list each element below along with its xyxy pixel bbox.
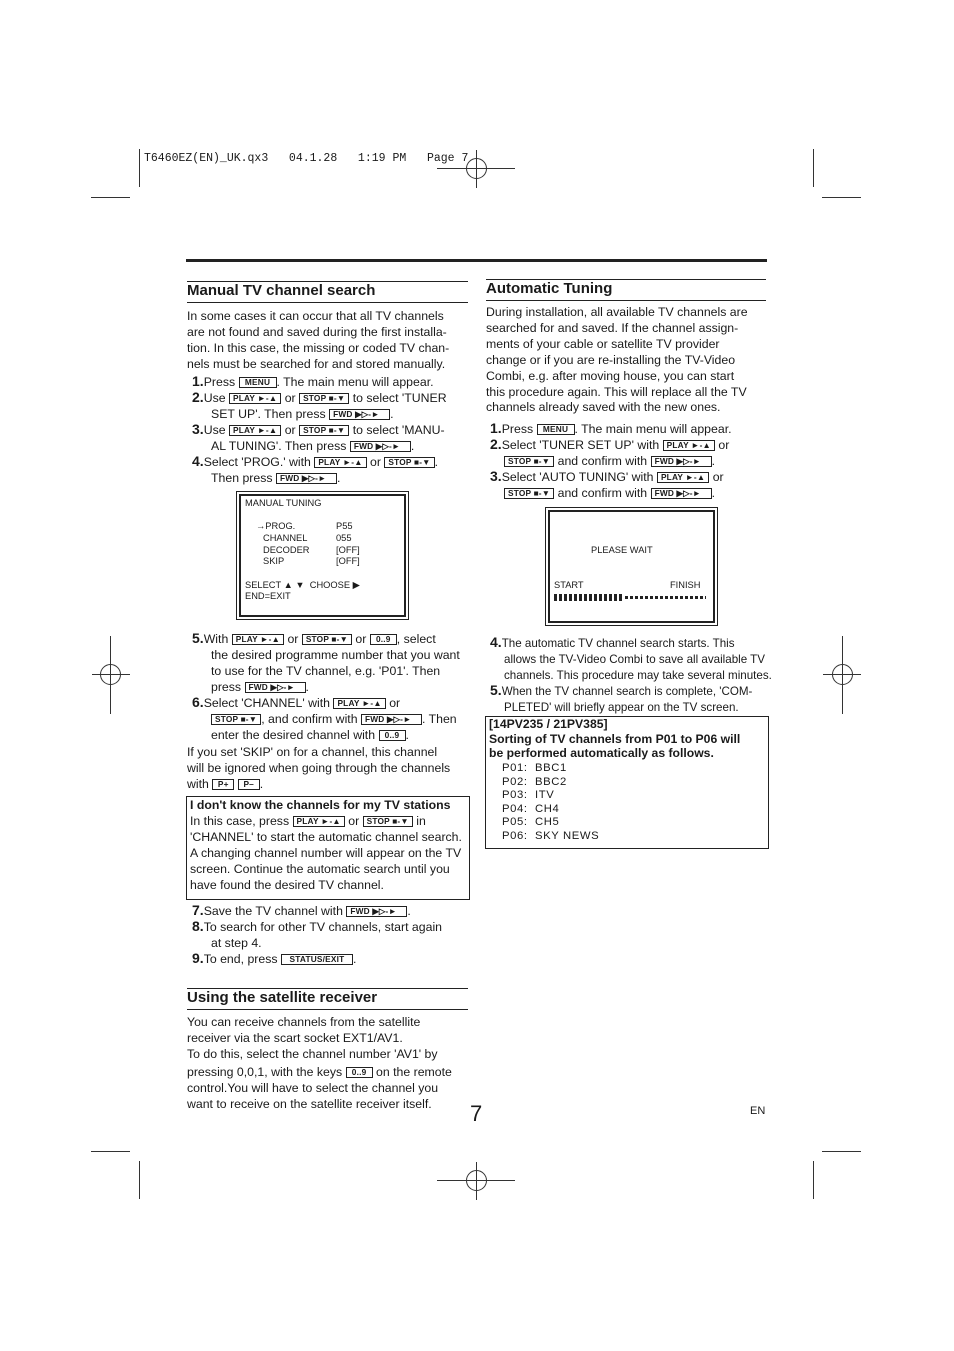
digits-key: 0..9	[379, 730, 406, 741]
step-9: 9.To end, press STATUS/EXIT .	[192, 950, 357, 966]
step-4: 4.Select 'PROG.' with PLAY ►-▲ or STOP ■-▼ . Then press FWD ▶▷-► .	[192, 453, 439, 485]
step-8: 8.To search for other TV channels, start again at step 4.	[192, 918, 443, 950]
crop-mark	[139, 149, 140, 187]
progress-remaining	[625, 596, 706, 599]
step-2: 2.Use PLAY ►-▲ or STOP ■-▼ to select 'TUNER SET UP'. Then press FWD ▶▷-► .	[192, 389, 447, 421]
fwd-key: FWD ▶▷-►	[346, 906, 407, 917]
p-minus-key: P–	[238, 779, 260, 790]
channel-row: P05: CH5	[502, 816, 560, 829]
menu-key: MENU	[537, 424, 575, 435]
screen-row-label: CHANNEL	[263, 533, 308, 543]
top-rule	[186, 259, 767, 262]
satellite-text: You can receive channels from the satellite receiver via the scart socket EXT1/AV1. To do this, select the channel number 'AV1' by pressing 0,0,1, with the keys 0..9 on the remote control.You will have to select the channel you want to receive on the satellite receiver itself.	[187, 1015, 452, 1111]
crop-mark	[813, 1161, 814, 1199]
page-number: 7	[470, 1101, 483, 1126]
fwd-key: FWD ▶▷-►	[276, 473, 337, 484]
models-box-content: [14PV235 / 21PV385] Sorting of TV channels from P01 to P06 will be performed automatically as follows.	[489, 717, 767, 761]
screen-row-label: →PROG.	[256, 521, 296, 531]
manual-intro: In some cases it can occur that all TV channels are not found and saved during the first installa- tion. In this case, the missing or coded TV chan- nels must be searched for and stored manually.	[187, 309, 450, 371]
screen-end-line: END=EXIT	[245, 591, 291, 601]
registration-circle	[832, 664, 853, 685]
screen-row-value: P55	[336, 521, 353, 531]
screen-title: MANUAL TUNING	[245, 498, 322, 508]
crop-mark	[91, 197, 130, 198]
screen-row-label: DECODER	[263, 545, 310, 555]
auto-step-5: 5.When the TV channel search is complete, 'COM- PLETED' will briefly appear on the TV screen.	[490, 682, 753, 714]
fwd-key: FWD ▶▷-►	[651, 456, 712, 467]
status-exit-key: STATUS/EXIT	[281, 954, 353, 965]
step-3: 3.Use PLAY ►-▲ or STOP ■-▼ to select 'MANU- AL TUNING'. Then press FWD ▶▷-► .	[192, 421, 445, 453]
step-7: 7.Save the TV channel with FWD ▶▷-► .	[192, 902, 411, 918]
section-title: Automatic Tuning	[486, 280, 613, 297]
fwd-key: FWD ▶▷-►	[361, 714, 422, 725]
fwd-key: FWD ▶▷-►	[350, 441, 411, 452]
section-title: Using the satellite receiver	[187, 989, 378, 1006]
auto-step-1: 1.Press MENU . The main menu will appear.	[490, 420, 732, 436]
stop-key: STOP ■-▼	[302, 634, 352, 645]
screen-row-value: [OFF]	[336, 556, 360, 566]
section-title: Manual TV channel search	[187, 282, 376, 299]
progress-bar	[554, 594, 706, 601]
screen-row-label: SKIP	[263, 556, 285, 566]
stop-key: STOP ■-▼	[211, 714, 261, 725]
stop-key: STOP ■-▼	[363, 816, 413, 827]
finish-label: FINISH	[670, 580, 701, 590]
step-1: 1.Press MENU . The main menu will appear.	[192, 373, 434, 389]
screen-row-value: 055	[336, 533, 352, 543]
play-key: PLAY ►-▲	[293, 816, 345, 827]
channel-list	[502, 762, 599, 844]
step-6: 6.Select 'CHANNEL' with PLAY ►-▲ or STOP ■-▼ , and confirm with FWD ▶▷-► . Then enter the desired channel with 0..9 .	[192, 694, 457, 742]
play-key: PLAY ►-▲	[229, 425, 281, 436]
digits-key: 0..9	[346, 1067, 373, 1078]
channel-row: P01: BBC1	[502, 762, 567, 774]
screen-select-line: SELECT ▲ ▼ CHOOSE ▶	[245, 580, 360, 590]
section-rule	[486, 300, 766, 301]
screen-row-value: [OFF]	[336, 545, 360, 555]
channel-row: P03: ITV	[502, 789, 555, 802]
models-header: [14PV235 / 21PV385]	[489, 717, 608, 731]
channel-row: P04: CH4	[502, 802, 560, 815]
please-wait-text: PLEASE WAIT	[591, 545, 653, 555]
auto-step-4: 4.The automatic TV channel search starts. This allows the TV-Video Combi to save all available TV channels. This procedure may take several minutes.	[490, 634, 772, 682]
auto-step-3: 3.Select 'AUTO TUNING' with PLAY ►-▲ or STOP ■-▼ and confirm with FWD ▶▷-► .	[490, 468, 724, 500]
play-key: PLAY ►-▲	[333, 698, 385, 709]
crop-mark	[822, 197, 861, 198]
digits-key: 0..9	[370, 634, 397, 645]
channel-row: P02: BBC2	[502, 775, 567, 788]
fwd-key: FWD ▶▷-►	[245, 682, 306, 693]
print-header: T6460EZ(EN)_UK.qx3 04.1.28 1:19 PM Page 7	[144, 152, 469, 165]
menu-key: MENU	[239, 377, 277, 388]
fwd-key: FWD ▶▷-►	[651, 488, 712, 499]
step-5: 5.With PLAY ►-▲ or STOP ■-▼ or 0..9 , select the desired programme number that you want to use for the TV channel, e.g. 'P01'. Then press FWD ▶▷-► .	[192, 630, 460, 694]
start-label: START	[554, 580, 584, 590]
play-key: PLAY ►-▲	[229, 393, 281, 404]
skip-note: If you set 'SKIP' on for a channel, this channel will be ignored when going through the channels with P+ P– .	[187, 745, 451, 791]
stop-key: STOP ■-▼	[299, 393, 349, 404]
crop-mark	[813, 149, 814, 187]
channel-row: P06: SKY NEWS	[502, 829, 600, 842]
play-key: PLAY ►-▲	[314, 457, 366, 468]
tip-title: I don't know the channels for my TV stations	[190, 798, 451, 812]
stop-key: STOP ■-▼	[299, 425, 349, 436]
stop-key: STOP ■-▼	[504, 488, 554, 499]
progress-fill	[554, 594, 622, 601]
language-tag: EN	[750, 1105, 766, 1117]
crop-mark	[139, 1161, 140, 1199]
play-key: PLAY ►-▲	[657, 472, 709, 483]
stop-key: STOP ■-▼	[504, 456, 554, 467]
tip-box-content: I don't know the channels for my TV stations In this case, press PLAY ►-▲ or STOP ■-▼ in 'CHANNEL' to start the automatic channel search. A changing channel number will appear on the TV screen. Continue the automatic search until you have found the desired TV channel.	[190, 798, 468, 893]
crop-mark	[822, 1151, 861, 1152]
auto-intro: During installation, all available TV channels are searched for and saved. If the channel assign- ments of your cable or satellite TV provider change or if you are re-installing the TV-Video Combi, e.g. after moving house, you can start this procedure again. This will replace all the TV channels already saved with the new ones.	[486, 305, 748, 415]
stop-key: STOP ■-▼	[384, 457, 434, 468]
registration-circle	[100, 664, 121, 685]
crop-mark	[91, 1151, 130, 1152]
p-plus-key: P+	[212, 779, 234, 790]
play-key: PLAY ►-▲	[232, 634, 284, 645]
registration-circle	[466, 1170, 487, 1191]
section-rule	[187, 1009, 468, 1010]
play-key: PLAY ►-▲	[663, 440, 715, 451]
section-rule	[187, 302, 468, 303]
auto-step-2: 2.Select 'TUNER SET UP' with PLAY ►-▲ or STOP ■-▼ and confirm with FWD ▶▷-► .	[490, 436, 730, 468]
registration-circle	[466, 158, 487, 179]
fwd-key: FWD ▶▷-►	[329, 409, 390, 420]
auto-tuning-screen-inner	[548, 510, 715, 623]
